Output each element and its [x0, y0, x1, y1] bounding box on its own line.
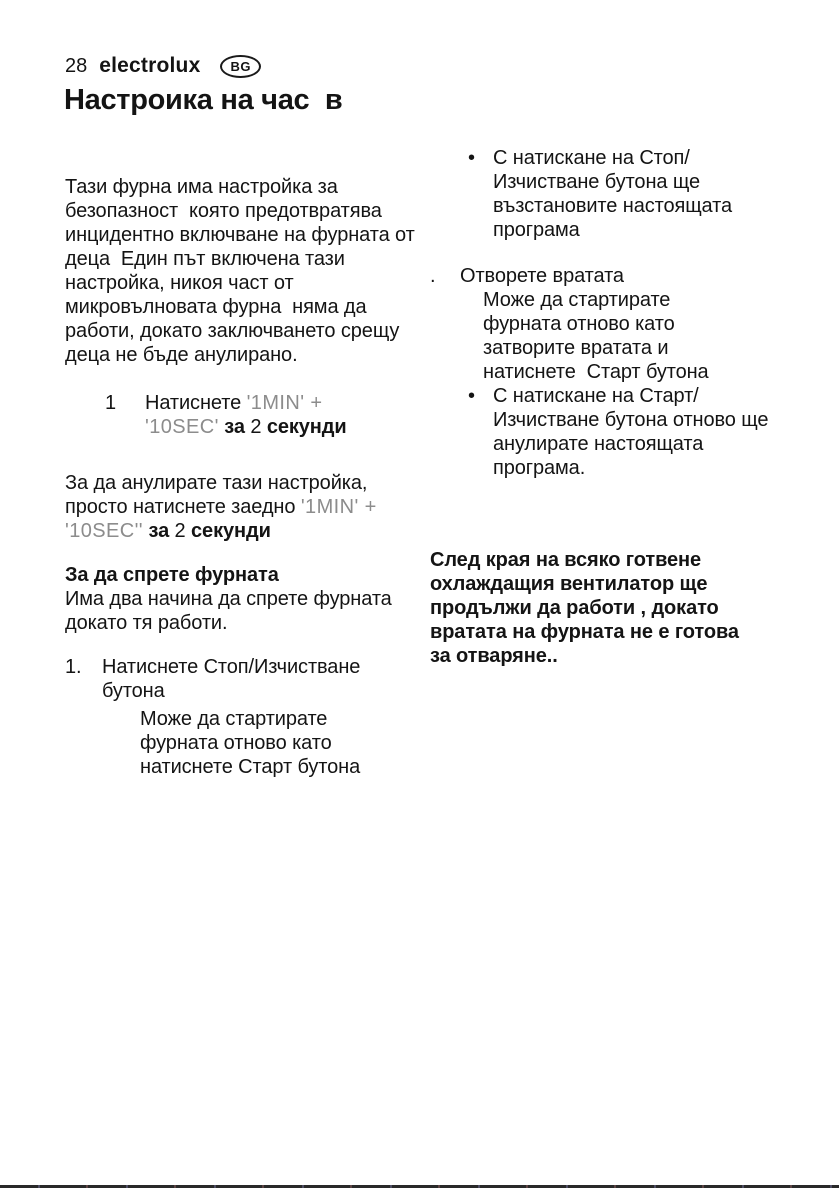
section-heading-stop-oven: За да спрете фурната: [65, 564, 279, 586]
page-header: [65, 54, 261, 78]
dot-icon: .: [430, 265, 436, 287]
cancel-text: За да анулирате тази настройка, просто натиснете заедно: [65, 472, 373, 518]
page-number: 28: [65, 54, 88, 77]
bullet-text: С натискане на Старт/Изчистване бутона отново ще анулирате настоящата програма.: [493, 385, 774, 479]
list-item-note: Може да стартирате фурната отново като натиснете Старт бутона: [140, 708, 361, 778]
cooling-fan-note: След края на всяко готвене охлаждащия вентилатор ще продължи да работи , докато вратата на фурната не е готова за отваряне..: [430, 549, 745, 667]
key-10sec-label: '10SEC'': [65, 520, 144, 542]
bullet-item: [430, 146, 795, 242]
dot-list-item: [430, 264, 795, 288]
key-10sec-label: '10SEC': [145, 416, 219, 438]
cancel-unit: секунди: [185, 520, 271, 542]
brand-logo: electrolux: [99, 54, 201, 77]
step-count: 2: [250, 416, 262, 438]
scan-artifact-line: [0, 1185, 839, 1188]
language-badge: BG: [220, 55, 261, 78]
step-number: 1: [105, 392, 117, 414]
left-column: [65, 175, 421, 779]
list-item-text: Натиснете Стоп/Изчистване бутона: [102, 656, 366, 702]
numbered-list-item: [65, 655, 421, 703]
step-unit: секунди: [261, 416, 347, 438]
page-title: Настроика на час в: [64, 84, 343, 116]
right-column: [430, 146, 795, 668]
cancel-count: 2: [174, 520, 186, 542]
cancel-space: [377, 496, 382, 518]
bullet-item: [430, 384, 795, 480]
step-text: [145, 391, 367, 439]
intro-paragraph: Тази фурна има настройка за безопазност която предотвратява инцидентно включване на фурната от деца Един път включена тази настройка, никоя част от микровълновата фурна няма да работи, докато заключването срещу деца не бъде анулирано.: [65, 176, 421, 366]
key-1min-label: '1MIN' +: [300, 496, 377, 518]
step-za: за: [218, 416, 251, 438]
bullet-icon: •: [468, 147, 475, 169]
list-item-marker: 1.: [65, 656, 82, 678]
key-1min-label: '1MIN' +: [246, 392, 323, 414]
dot-item-text: Отворете вратата: [460, 265, 624, 287]
bullet-text: С натискане на Стоп/Изчистване бутона ще възстановите настоящата програма: [493, 147, 738, 241]
stop-intro-paragraph: Има два начина да спрете фурната докато тя работи.: [65, 588, 398, 634]
step-action: Натиснете: [145, 392, 247, 414]
step-space: [322, 392, 327, 414]
cancel-paragraph: [65, 471, 417, 543]
step-item: [65, 391, 421, 439]
dot-item-note: Може да стартирате фурната отново като затворите вратата и натиснете Старт бутона: [483, 289, 709, 383]
cancel-za: за: [143, 520, 175, 542]
bullet-icon: •: [468, 385, 475, 407]
